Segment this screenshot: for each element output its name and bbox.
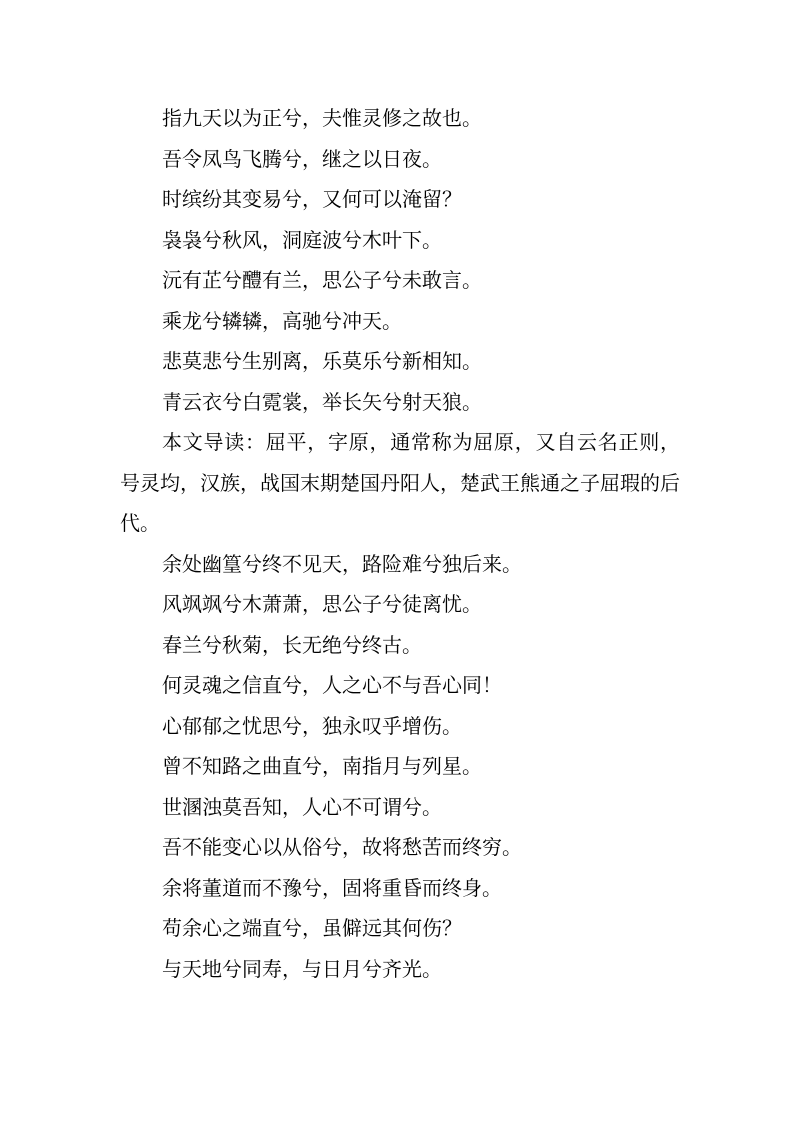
verse-line: 青云衣兮白霓裳，举长矢兮射天狼。 — [162, 389, 482, 414]
intro-paragraph: 本文导读：屈平，字原，通常称为屈原，又自云名正则，号灵均，汉族，战国末期楚国丹阳人，楚武王熊通之子屈瑕的后代。 — [120, 430, 680, 535]
verse-line: 春兰兮秋菊，长无绝兮终古。 — [162, 632, 422, 657]
verse-line: 世溷浊莫吾知，人心不可谓兮。 — [162, 794, 442, 819]
verse-line: 沅有芷兮醴有兰，思公子兮未敢言。 — [162, 268, 482, 292]
verse-line: 何灵魂之信直兮，人之心不与吾心同！ — [162, 673, 502, 697]
verse-line: 指九天以为正兮，夫惟灵修之故也。 — [162, 106, 482, 130]
verse-line: 吾令凤鸟飞腾兮，继之以日夜。 — [162, 146, 442, 171]
verse-line: 余将董道而不豫兮，固将重昏而终身。 — [162, 875, 502, 900]
verse-line: 时缤纷其变易兮，又何可以淹留？ — [162, 187, 462, 211]
verse-line: 风飒飒兮木萧萧，思公子兮徒离忧。 — [162, 592, 482, 616]
verse-line: 吾不能变心以从俗兮，故将愁苦而终穷。 — [162, 835, 522, 859]
verse-line: 苟余心之端直兮，虽僻远其何伤？ — [162, 916, 462, 940]
verse-line: 乘龙兮辚辚，高驰兮冲天。 — [162, 308, 402, 333]
verse-line: 余处幽篁兮终不见天，路险难兮独后来。 — [162, 551, 522, 576]
verse-line: 与天地兮同寿，与日月兮齐光。 — [162, 956, 442, 981]
verse-line: 心郁郁之忧思兮，独永叹乎增伤。 — [162, 713, 462, 738]
verse-line: 袅袅兮秋风，洞庭波兮木叶下。 — [162, 227, 442, 252]
verse-line: 曾不知路之曲直兮，南指月与列星。 — [162, 754, 482, 778]
document-body — [120, 98, 680, 989]
verse-line: 悲莫悲兮生别离，乐莫乐兮新相知。 — [162, 349, 482, 373]
